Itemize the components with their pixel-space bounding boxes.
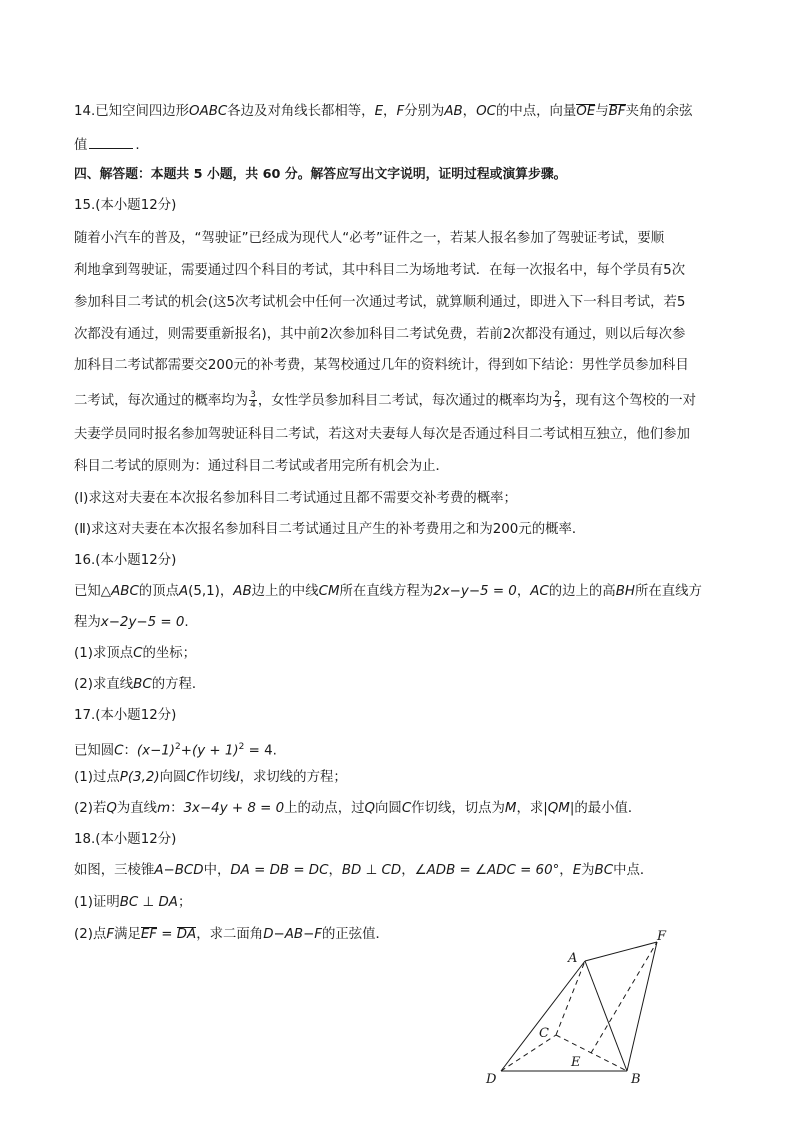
label-E: E bbox=[571, 1055, 581, 1070]
q16-line1: 已知△ABC的顶点A(5,1)，AB边上的中线CM所在直线方程为2x−y−5 = 0，AC的边上的高BH所在直线方 bbox=[74, 584, 702, 599]
q15-line1: 随着小汽车的普及，“驾驶证”已经成为现代人“必考”证件之一，若某人报名参加了驾驶证考试，要顺 bbox=[74, 231, 665, 246]
edge-AB bbox=[585, 961, 627, 1071]
q16-part2: (2)求直线BC的方程． bbox=[74, 677, 206, 692]
label-C: C bbox=[539, 1026, 549, 1041]
edge-CA bbox=[556, 961, 585, 1035]
q18-header: 18.(本小题12分) bbox=[74, 832, 177, 847]
q15-line3: 参加科目二考试的机会(这5次考试机会中任何一次通过考试，就算顺利通过，即进入下一科目考试，若5 bbox=[74, 295, 686, 310]
q15-line7: 夫妻学员同时报名参加驾驶证科目二考试，若这对夫妻每人每次是否通过科目二考试相互独立，他们参加 bbox=[74, 427, 690, 442]
q15-part2: (Ⅱ)求这对夫妻在本次报名参加科目二考试通过且产生的补考费用之和为200元的概率． bbox=[74, 522, 586, 537]
q16-header: 16.(本小题12分) bbox=[74, 553, 177, 568]
q15-part1: (Ⅰ)求这对夫妻在本次报名参加科目二考试通过且都不需要交补考费的概率； bbox=[74, 491, 517, 506]
vector-da: DA bbox=[176, 927, 197, 942]
fraction-3-4: $\frac{3}{4}$ bbox=[250, 390, 256, 410]
label-D: D bbox=[486, 1072, 497, 1087]
vector-oe: OE bbox=[576, 104, 596, 119]
q15-line5: 加科目二考试都需要交200元的补考费，某驾校通过几年的资料统计，得到如下结论：男性学员参加科目 bbox=[74, 358, 689, 373]
q18-part1: (1)证明BC ⊥ DA； bbox=[74, 895, 192, 910]
section-4-title: 四、解答题：本题共 5 小题，共 60 分。解答应写出文字说明，证明过程或演算步骤。 bbox=[74, 167, 567, 182]
edge-AF bbox=[585, 942, 657, 961]
q16-line2: 程为x−2y−5 = 0. bbox=[74, 615, 189, 630]
label-B: B bbox=[631, 1072, 641, 1087]
q14-line1: 14.已知空间四边形OABC各边及对角线长都相等，E，F分别为AB，OC的中点，向量OE与BF夹角的余弦 bbox=[74, 104, 693, 119]
q17-line1: 已知圆C：$(x-1)^2+(y + 1)^2 = 4$. bbox=[74, 742, 277, 759]
q18-part2: (2)点F满足EF = DA，求二面角D−AB−F的正弦值． bbox=[74, 927, 389, 942]
q14-line2: 值 . bbox=[74, 134, 722, 156]
q16-part1: (1)求顶点C的坐标； bbox=[74, 646, 197, 661]
edge-EF bbox=[591, 942, 657, 1053]
q17-part2: (2)若Q为直线m：3x−4y + 8 = 0上的动点，过Q向圆C作切线，切点为M，求|QM|的最小值． bbox=[74, 801, 642, 816]
q15-line8: 科目二考试的原则为：通过科目二考试或者用完所有机会为止． bbox=[74, 459, 449, 474]
q15-header: 15.(本小题12分) bbox=[74, 198, 177, 213]
q15-line4: 次都没有通过，则需要重新报名)，其中前2次参加科目二考试免费，若前2次都没有通过，则以后每次参 bbox=[74, 327, 686, 342]
vector-bf: BF bbox=[608, 104, 626, 119]
q15-line6: 二考试，每次通过的概率均为 $\frac{3}{4}$ ，女性学员参加科目二考试，每次通过的概率均为 $\frac{2}{3}$ ，现有这个驾校的一对 bbox=[74, 390, 697, 410]
label-A: A bbox=[568, 951, 578, 966]
q17-header: 17.(本小题12分) bbox=[74, 708, 177, 723]
vector-ef: EF bbox=[140, 927, 158, 942]
q17-part1: (1)过点P(3,2)向圆C作切线l，求切线的方程； bbox=[74, 770, 347, 785]
label-F: F bbox=[657, 929, 667, 944]
edge-FB bbox=[627, 942, 657, 1071]
fraction-2-3: $\frac{2}{3}$ bbox=[554, 390, 561, 410]
q15-line2: 利地拿到驾驶证，需要通过四个科目的考试，其中科目二为场地考试．在每一次报名中，每个学员有5次 bbox=[74, 263, 686, 278]
q18-line1: 如图，三棱锥A−BCD中，DA = DB = DC，BD ⊥ CD，∠ADB = ∠ADC = 60°，E为BC中点． bbox=[74, 863, 654, 878]
